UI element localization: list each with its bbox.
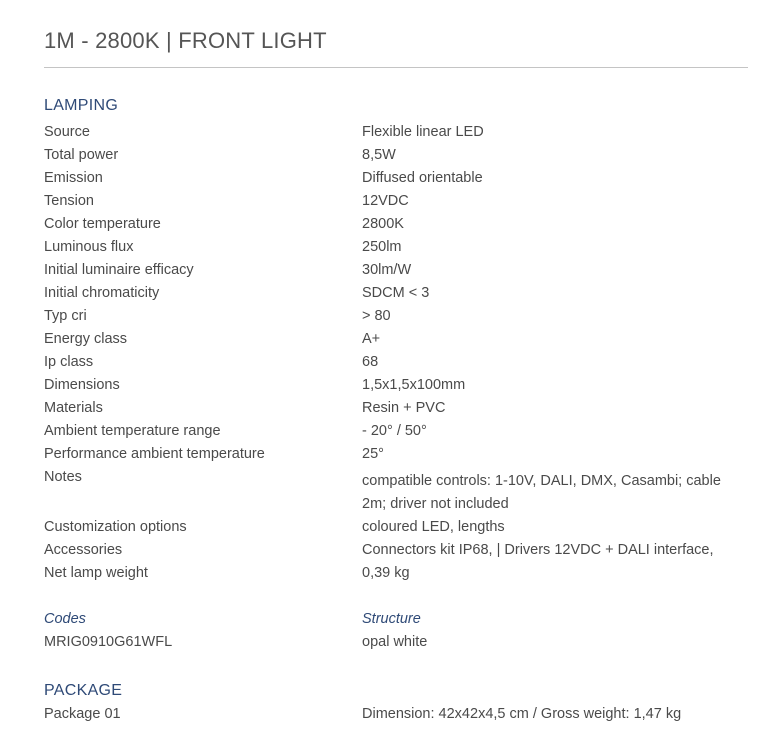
spec-row-dimensions — [44, 374, 748, 397]
spec-label: Initial luminaire efficacy — [44, 262, 194, 278]
spec-value: 0,39 kg — [362, 565, 410, 581]
spec-row-initial-luminaire-efficacy — [44, 259, 748, 282]
spec-label: Total power — [44, 147, 119, 163]
spec-value: 8,5W — [362, 147, 396, 163]
spec-label: Performance ambient temperature — [44, 446, 265, 462]
spec-value: 1,5x1,5x100mm — [362, 377, 466, 393]
spec-label: Ip class — [44, 354, 94, 370]
spec-value: 30lm/W — [362, 262, 412, 278]
spec-value: A+ — [362, 331, 381, 347]
spec-label: Net lamp weight — [44, 565, 148, 581]
spec-label: Dimensions — [44, 377, 120, 393]
spec-row-net-lamp-weight — [44, 562, 748, 585]
product-code: MRIG0910G61WFL — [44, 634, 173, 650]
spec-label: Color temperature — [44, 216, 161, 232]
page-title: 1M - 2800K | FRONT LIGHT — [44, 28, 327, 53]
lamping-spec-table — [44, 121, 748, 585]
spec-value: 25° — [362, 446, 384, 462]
spec-label: Customization options — [44, 519, 187, 535]
spec-row-energy-class — [44, 328, 748, 351]
spec-label: Materials — [44, 400, 103, 416]
spec-row-customization-options — [44, 516, 748, 539]
spec-row-emission — [44, 167, 748, 190]
spec-row-materials — [44, 397, 748, 420]
spec-value: Diffused orientable — [362, 170, 483, 186]
package-label: Package 01 — [44, 706, 121, 722]
spec-value: Resin + PVC — [362, 400, 446, 416]
spec-value: SDCM < 3 — [362, 285, 430, 301]
spec-value: Connectors kit IP68, | Drivers 12VDC + DALI interface, — [362, 542, 714, 558]
spec-label: Source — [44, 124, 90, 140]
spec-value: 250lm — [362, 239, 402, 255]
spec-label: Ambient temperature range — [44, 423, 221, 439]
package-heading: PACKAGE — [44, 682, 123, 699]
spec-value: > 80 — [362, 308, 391, 324]
spec-label: Tension — [44, 193, 94, 209]
spec-label: Luminous flux — [44, 239, 134, 255]
spec-value: - 20° / 50° — [362, 423, 427, 439]
spec-label: Initial chromaticity — [44, 285, 160, 301]
spec-row-typ-cri — [44, 305, 748, 328]
spec-label: Accessories — [44, 542, 123, 558]
spec-value: Flexible linear LED — [362, 124, 484, 140]
spec-value: compatible controls: 1-10V, DALI, DMX, Casambi; cable 2m; driver not included — [362, 473, 721, 512]
spec-value: 68 — [362, 354, 379, 370]
spec-value: coloured LED, lengths — [362, 519, 505, 535]
spec-label: Energy class — [44, 331, 128, 347]
spec-row-luminous-flux — [44, 236, 748, 259]
spec-row-ambient-temperature-range — [44, 420, 748, 443]
spec-row-accessories — [44, 539, 748, 562]
spec-label: Typ cri — [44, 308, 87, 324]
spec-row-notes — [44, 466, 748, 516]
spec-label: Emission — [44, 170, 103, 186]
title-divider — [44, 67, 748, 68]
spec-row-source — [44, 121, 748, 144]
spec-row-tension — [44, 190, 748, 213]
package-dimensions: Dimension: 42x42x4,5 cm / Gross weight: 1,47 kg — [362, 706, 682, 722]
spec-value: 2800K — [362, 216, 404, 232]
spec-row-initial-chromaticity — [44, 282, 748, 305]
spec-value: 12VDC — [362, 193, 409, 209]
codes-heading: Codes — [44, 611, 86, 627]
spec-row-ip-class — [44, 351, 748, 374]
structure-value: opal white — [362, 634, 428, 650]
structure-heading: Structure — [362, 611, 421, 627]
spec-label: Notes — [44, 469, 82, 485]
spec-row-performance-ambient-temperature — [44, 443, 748, 466]
spec-row-total-power — [44, 144, 748, 167]
lamping-heading: LAMPING — [44, 97, 119, 114]
spec-row-color-temperature — [44, 213, 748, 236]
